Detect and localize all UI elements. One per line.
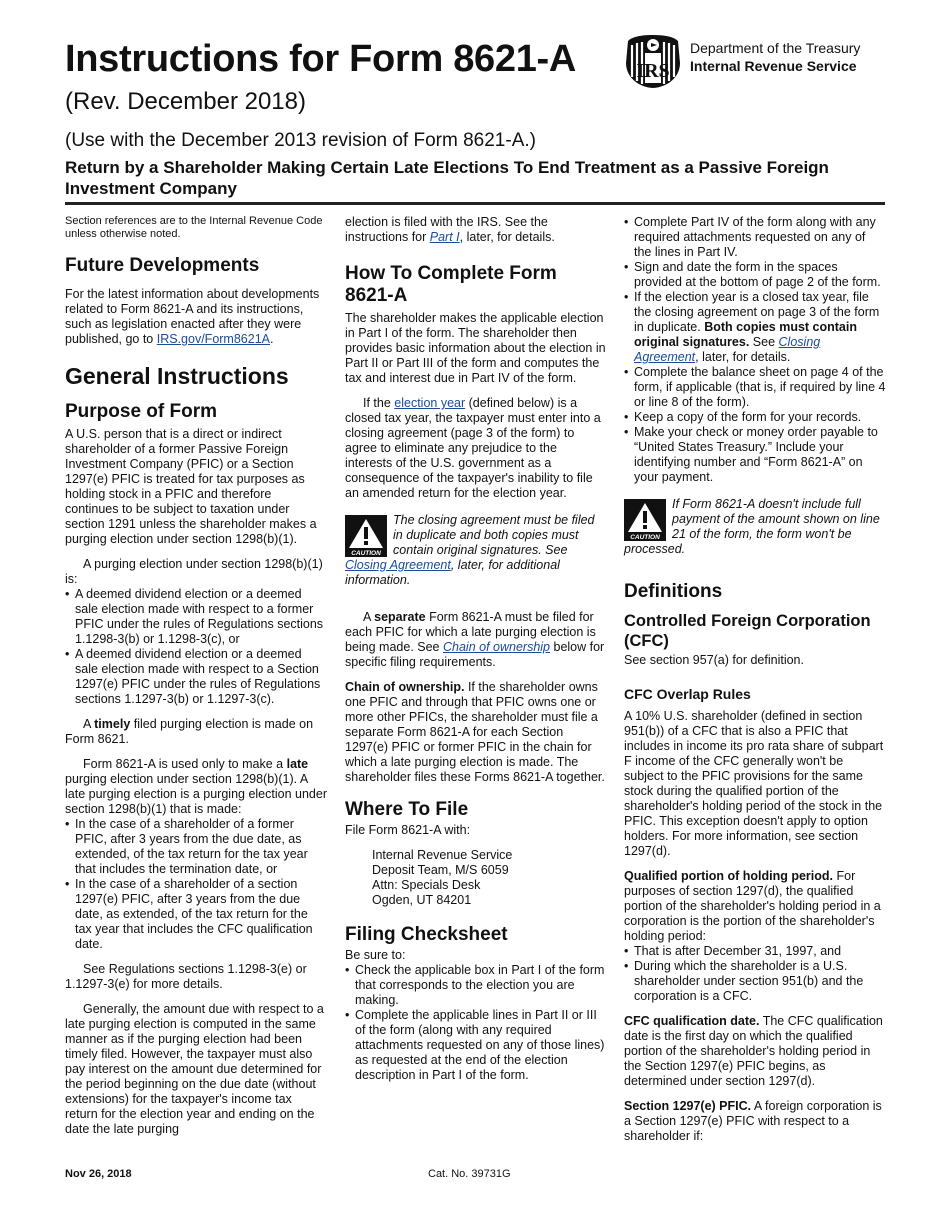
qualified-portion-paragraph: Qualified portion of holding period. For purposes of section 1297(d), the qualified portion of the shareholder's holding period in a corporation is the portion of the shareholder's holding period:	[624, 869, 881, 943]
footer-date: Nov 26, 2018	[65, 1168, 132, 1180]
how-to-complete-text: The shareholder makes the applicable election in Part I of the form. The shareholder then provides basic information about the election in Part II or Part III of the form and computes the tax and interest due in Part IV of the form.	[345, 311, 606, 385]
purpose-of-form-heading: Purpose of Form	[65, 401, 218, 422]
closing-agreement-link[interactable]: Closing Agreement	[345, 558, 451, 572]
svg-text:CAUTION: CAUTION	[630, 534, 660, 541]
list-item: • During which the shareholder is a U.S. shareholder under section 951(b) and the corporation is a CFC.	[624, 959, 864, 1003]
dept-line-irs: Internal Revenue Service	[690, 58, 857, 74]
svg-text:CAUTION: CAUTION	[351, 550, 381, 557]
purpose-paragraph: A U.S. person that is a direct or indirect shareholder of a former Passive Foreign Investment Company (PFIC) or a Section 1297(e) PFIC is treated for tax purposes as holding stock in a PFIC and therefore continues to be subject to taxation under section 1291 unless the shareholder makes a purging election under section 1298(b)(1).	[65, 427, 317, 546]
svg-text:IRS: IRS	[636, 60, 670, 82]
dept-line-treasury: Department of the Treasury	[690, 40, 861, 56]
irs-form8621a-link[interactable]: IRS.gov/Form8621A	[156, 332, 270, 346]
list-item: • Complete the balance sheet on page 4 of the form, if applicable (that is, if required by line 4 or line 8 of the form).	[624, 365, 886, 409]
part-i-link[interactable]: Part I	[429, 230, 460, 244]
list-item: • Make your check or money order payable to “United States Treasury.” Include your identifying number and “Form 8621-A” on your payment.	[624, 425, 878, 484]
list-item: • Check the applicable box in Part I of the form that corresponds to the election you are making.	[345, 963, 605, 1007]
list-item: • Complete Part IV of the form along with any required attachments requested on any of the lines in Part IV.	[624, 215, 876, 259]
caution-icon	[624, 499, 666, 541]
chain-of-ownership-link[interactable]: Chain of ownership	[443, 640, 551, 654]
list-item: • Complete the applicable lines in Part II or III of the form (along with any required attachments requested on any of those lines) as requested at the end of the election description in Part I of the form.	[345, 1008, 605, 1082]
cfc-overlap-text: A 10% U.S. shareholder (defined in section 951(b)) of a CFC that is also a PFIC that includes in income its pro rata share of subpart F income of the CFC generally won't be subject to the PFIC provisions for the same stock during the qualified portion of the shareholder's holding period of the stock in the PFIC. This exception doesn't apply to option holders. For more information, see section 1297(d).	[624, 709, 884, 858]
list-item: • In the case of a shareholder of a former PFIC, after 3 years from the due date, as extended, of the tax return for the tax year that includes the termination date, or	[65, 817, 308, 876]
continued-paragraph: election is filed with the IRS. See the instructions for Part I, later, for details.	[345, 215, 555, 244]
document-subtitle: Return by a Shareholder Making Certain Late Elections To End Treatment as a Passive Foreign Investment Company	[65, 158, 829, 198]
caution-note: CAUTION If Form 8621-A doesn't include full payment of the amount shown on line 21 of the form, the form won't be processed.	[624, 497, 880, 556]
address-line: Internal Revenue Service	[372, 848, 513, 862]
purging-election-intro: A purging election under section 1298(b)(1) is:	[65, 557, 323, 586]
list-item: • If the election year is a closed tax year, file the closing agreement on page 3 of the form in duplicate. Both copies must contain original signatures. See Closing Agreement, later, for details.	[624, 290, 880, 364]
caution-note: CAUTION The closing agreement must be filed in duplicate and both copies must contain original signatures. See Closing Agreement, later, for additional information.	[345, 513, 595, 587]
footer-catalog-number: Cat. No. 39731G	[428, 1168, 511, 1180]
where-to-file-text: File Form 8621-A with:	[345, 823, 471, 837]
late-paragraph: Form 8621-A is used only to make a late purging election under section 1298(b)(1). A late purging election is a purging election under section 1298(b)(1) that is made:	[65, 757, 327, 816]
column-2	[345, 215, 607, 1093]
cfc-text: See section 957(a) for definition.	[624, 653, 804, 667]
column-3	[624, 215, 886, 1154]
checksheet-intro: Be sure to:	[345, 948, 406, 962]
list-item: • A deemed dividend election or a deemed sale election made with respect to a Section 1297(e) PFIC under the rules of Regulations sections 1.1297-3(b) or 1.1297-3(c).	[65, 647, 321, 706]
address-line: Deposit Team, M/S 6059	[372, 863, 509, 877]
chain-of-ownership-paragraph: Chain of ownership. If the shareholder owns one PFIC and through that PFIC owns one or more other PFICs, the shareholder must file a separate Form 8621-A for each Section 1297(e) PFIC or former PFIC in the chain for which a late purging election is made. The shareholder files these Forms 8621-A together.	[345, 680, 605, 784]
generally-paragraph: Generally, the amount due with respect to a late purging election is computed in the same manner as if the purging election had been timely filed. However, the taxpayer must also pay interest on the amount due determined for the period beginning on the due date (without extensions) for the taxpayer's income tax return for the election year and ending on the date the late purging	[65, 1002, 324, 1136]
document-title: Instructions for Form 8621-A	[65, 38, 577, 80]
cfc-heading: Controlled Foreign Corporation (CFC)	[624, 612, 871, 650]
timely-paragraph: A timely filed purging election is made on Form 8621.	[65, 717, 314, 746]
filing-checksheet-heading: Filing Checksheet	[345, 924, 508, 945]
section-1297e-paragraph: Section 1297(e) PFIC. A foreign corporation is a Section 1297(e) PFIC with respect to a shareholder if:	[624, 1099, 882, 1143]
cfc-qualification-date-paragraph: CFC qualification date. The CFC qualification date is the first day on which the qualified portion of the shareholder's holding period in the Section 1297(e) PFIC begins, as determined under section 1297(d).	[624, 1014, 883, 1088]
revision-date: (Rev. December 2018)	[65, 88, 306, 115]
section-references-note: Section references are to the Internal Revenue Code unless otherwise noted.	[65, 215, 323, 240]
irs-eagle-logo-icon	[622, 33, 684, 89]
closing-agreement-link[interactable]: Closing Agreement	[634, 335, 821, 364]
column-1	[65, 215, 327, 1147]
list-item: • In the case of a shareholder of a section 1297(e) PFIC, after 3 years from the due date, as extended, of the tax return for the tax year that includes the CFC qualification date.	[65, 877, 313, 951]
general-instructions-heading: General Instructions	[65, 363, 289, 389]
department-block	[690, 39, 860, 75]
header-rule	[65, 202, 885, 205]
mailing-address	[372, 848, 607, 908]
election-year-link[interactable]: election year	[394, 396, 466, 410]
how-to-complete-heading: How To Complete Form 8621-A	[345, 263, 557, 306]
use-with-note: (Use with the December 2013 revision of Form 8621-A.)	[65, 130, 536, 151]
list-item: • Keep a copy of the form for your records.	[624, 410, 862, 424]
list-item: • That is after December 31, 1997, and	[624, 944, 842, 958]
definitions-heading: Definitions	[624, 581, 723, 602]
list-item: • Sign and date the form in the spaces provided at the bottom of page 2 of the form.	[624, 260, 881, 289]
future-developments-text: For the latest information about developments related to Form 8621-A and its instructions, such as legislation enacted after they were published, go to IRS.gov/Form8621A.	[65, 287, 320, 346]
address-line: Attn: Specials Desk	[372, 878, 481, 892]
caution-icon	[345, 515, 387, 557]
list-item: • A deemed dividend election or a deemed sale election made with respect to a former PFIC under the rules of Regulations sections 1.1298-3(b) or 1.1298-3(c), or	[65, 587, 324, 646]
address-line: Ogden, UT 84201	[372, 893, 472, 907]
cfc-overlap-heading: CFC Overlap Rules	[624, 686, 751, 702]
separate-form-paragraph: A separate Form 8621-A must be filed for each PFIC for which a late purging election is being made. See Chain of ownership below for specific filing requirements.	[345, 610, 605, 669]
where-to-file-heading: Where To File	[345, 799, 469, 820]
see-regulations-paragraph: See Regulations sections 1.1298-3(e) or 1.1297-3(e) for more details.	[65, 962, 307, 991]
future-developments-heading: Future Developments	[65, 255, 260, 276]
election-year-paragraph: If the election year (defined below) is a closed tax year, the taxpayer must enter into a closing agreement (page 3 of the form) to agree to eliminate any prejudice to the interests of the U.S. government as a consequence of the taxpayer's inability to file an amended return for the election year.	[345, 396, 601, 500]
